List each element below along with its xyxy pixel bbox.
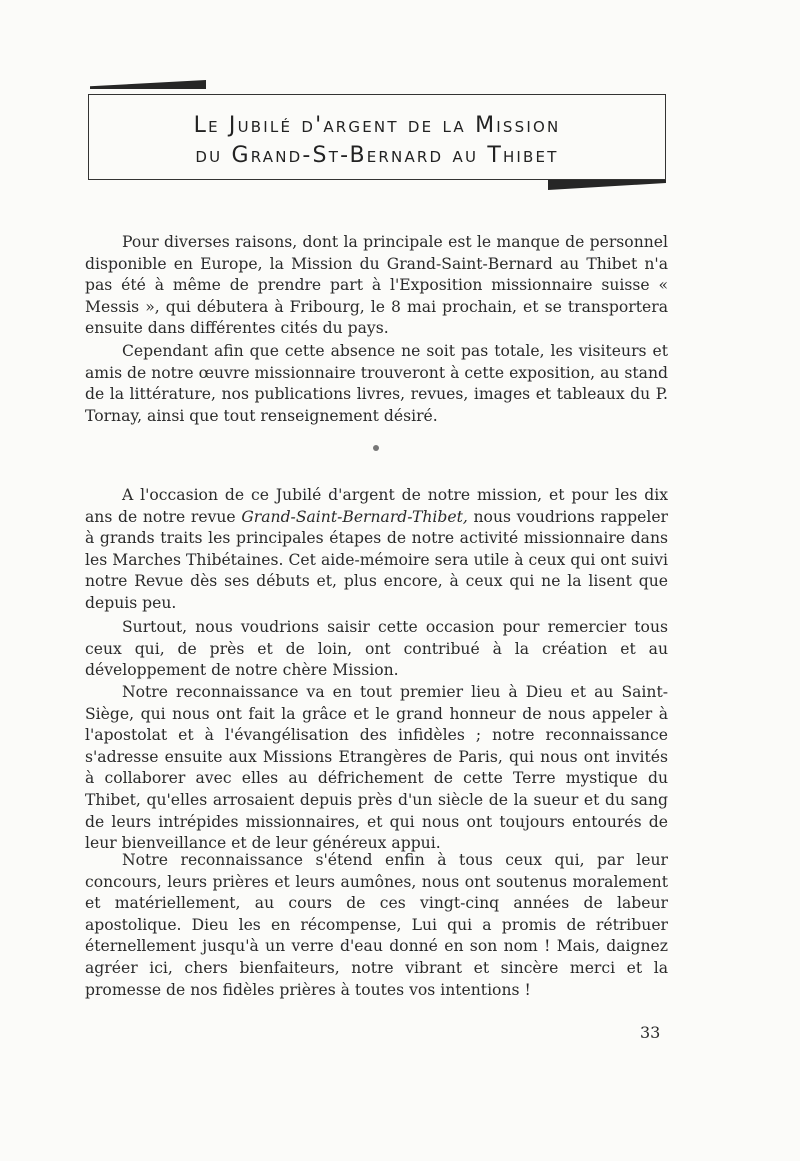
paragraph-6: Notre reconnaissance s'étend enfin à tous ceux qui, par leur concours, leurs prières et leurs aumônes, nous ont soutenus moralement et matériellement, au cours de ces vingt-cinq années de labeur apostolique. Dieu les en récompense, Lui qui a promis de rétribuer éternellement jusqu'à un verre d'eau donné en son nom ! Mais, daignez agréer ici, chers bienfaiteurs, notre vibrant et sincère merci et la promesse de nos fidèles prières à toutes vos intentions ! xyxy=(85,851,668,999)
page-number: 33 xyxy=(640,1023,661,1042)
revue-title: Grand-Saint-Bernard-Thibet, xyxy=(241,507,468,526)
paragraph-3 xyxy=(85,485,668,615)
paragraph-3-text-b: nous voudrions rappeler à grands traits les principales étapes de notre activité missionnaire dans les Marches Thibétaines. Cet aide-mémoire sera utile à ceux qui ont suivi notre Revue dès ses débuts et, plus encore, à ceux qui ne la lisent que depuis peu. xyxy=(85,507,669,612)
title-ornament-top xyxy=(90,80,206,89)
paragraph-5: Notre reconnaissance va en tout premier lieu à Dieu et au Saint-Siège, qui nous ont fait la grâce et le grand honneur de nous appeler à l'apostolat et à l'évangélisation des infidèles ; notre reconnaissance s'adresse ensuite aux Missions Etrangères de Paris, qui nous ont invités à collaborer avec elles au défrichement de cette Terre mystique du Thibet, qu'elles arrosaient depuis près d'un siècle de la sueur et du sang de leurs intrépides missionnaires, et qui nous ont toujours entourés de leur bienveillance et de leur généreux appui. xyxy=(85,683,668,853)
paragraph-1: Pour diverses raisons, dont la principale est le manque de personnel disponible en Europe, la Mission du Grand-Saint-Bernard au Thibet n'a pas été à même de prendre part à l'Exposition missionnaire suisse « Messis », qui débutera à Fribourg, le 8 mai prochain, et se transportera ensuite dans différentes cités du pays. xyxy=(85,233,668,338)
paragraph-2: Cependant afin que cette absence ne soit pas totale, les visiteurs et amis de notre œuvre missionnaire trouveront à cette exposition, au stand de la littérature, nos publications livres, revues, images et tableaux du P. Tornay, ainsi que tout renseignement désiré. xyxy=(85,342,668,425)
title-frame xyxy=(88,94,666,180)
paragraph-4: Surtout, nous voudrions saisir cette occasion pour remercier tous ceux qui, de près et de loin, ont contribué à la création et au développement de notre chère Mission. xyxy=(85,618,668,680)
paragraph-3-text-a: A l'occasion de ce Jubilé d'argent de notre mission, et pour les dix ans de notre revue xyxy=(85,486,668,526)
title-line-1: Le Jubilé d'argent de la Mission xyxy=(193,113,561,138)
section-separator-dot xyxy=(373,445,379,451)
title-ornament-bottom xyxy=(548,180,666,190)
title-line-2: du Grand-St-Bernard au Thibet xyxy=(195,143,559,168)
